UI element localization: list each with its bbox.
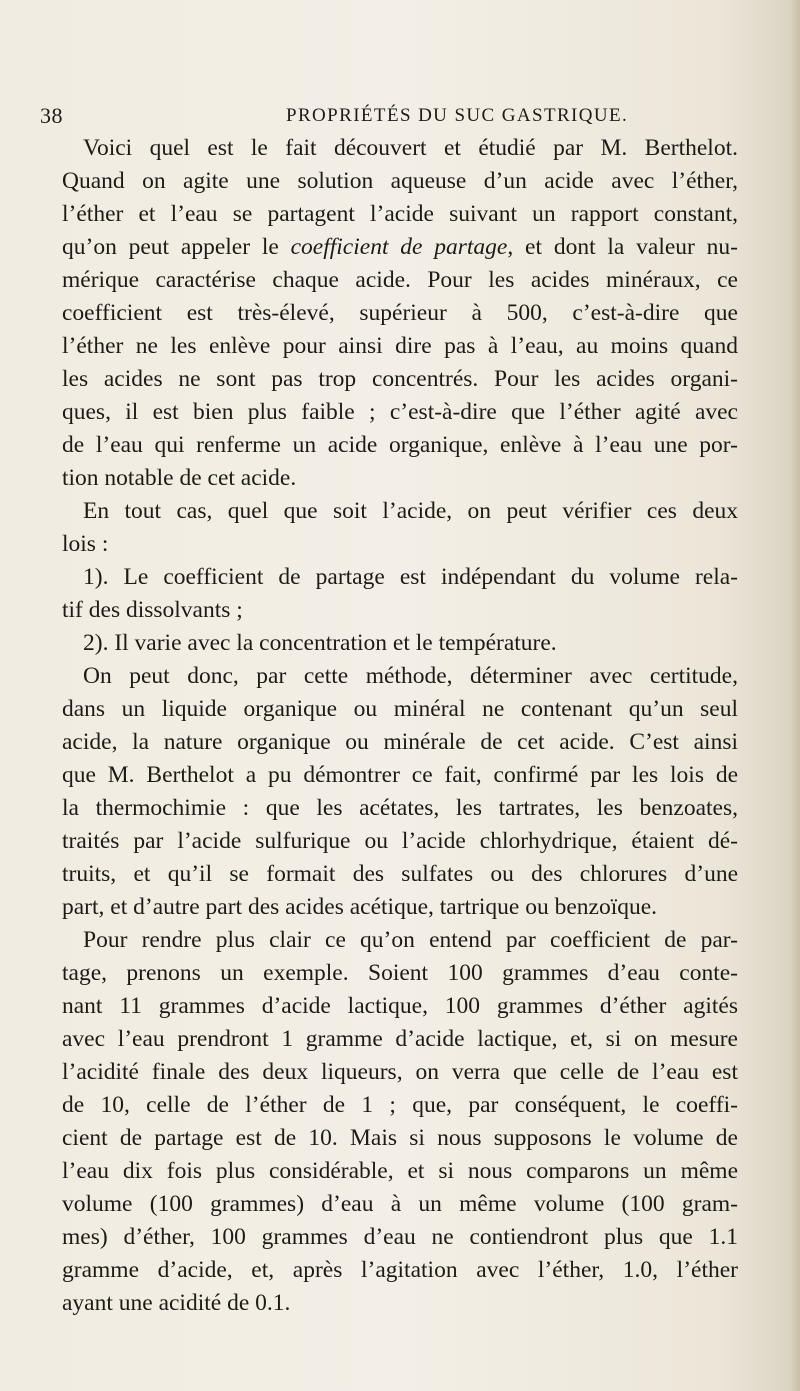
text-line bbox=[62, 132, 738, 165]
text-line-content: tage, prenons un exemple. Soient 100 grammes d’eau conte- bbox=[62, 960, 738, 986]
text-line-content: nant 11 grammes d’acide lactique, 100 grammes d’éther agités bbox=[62, 993, 738, 1019]
text-line bbox=[62, 264, 738, 297]
page-edge-shadow bbox=[790, 0, 800, 1391]
text-line-content: acide, la nature organique ou minérale de cet acide. C’est ainsi bbox=[62, 729, 738, 755]
text-line-content: ques, il est bien plus faible ; c’est-à-dire que l’éther agité avec bbox=[62, 399, 738, 425]
text-line bbox=[62, 1056, 738, 1089]
running-header bbox=[40, 103, 740, 133]
text-line bbox=[62, 1188, 738, 1221]
text-line-content: de l’eau qui renferme un acide organique, enlève à l’eau une por- bbox=[62, 432, 738, 458]
text-line bbox=[62, 396, 738, 429]
text-line-content: part, et d’autre part des acides acétique, tartrique ou benzoïque. bbox=[62, 894, 658, 920]
text-line bbox=[62, 693, 738, 726]
text-line bbox=[62, 594, 738, 627]
text-line bbox=[62, 858, 738, 891]
text-line-content: l’éther et l’eau se partagent l’acide suivant un rapport constant, bbox=[62, 201, 738, 227]
text-line-content: tif des dissolvants ; bbox=[62, 597, 243, 623]
text-line bbox=[62, 297, 738, 330]
text-line-content: qu’on peut appeler le bbox=[62, 234, 291, 260]
text-line-content: traités par l’acide sulfurique ou l’acide chlorhydrique, étaient dé- bbox=[62, 828, 738, 854]
text-line bbox=[62, 198, 738, 231]
text-line bbox=[62, 429, 738, 462]
text-line-content: mes) d’éther, 100 grammes d’eau ne contiendront plus que 1.1 bbox=[62, 1224, 738, 1250]
text-line-content: avec l’eau prendront 1 gramme d’acide lactique, et, si on mesure bbox=[62, 1026, 738, 1052]
text-line-content: l’eau dix fois plus considérable, et si nous comparons un même bbox=[62, 1158, 738, 1184]
text-line bbox=[62, 1221, 738, 1254]
text-line bbox=[62, 231, 738, 264]
text-line-content: l’acidité finale des deux liqueurs, on verra que celle de l’eau est bbox=[62, 1059, 738, 1085]
italic-term: coefficient de partage bbox=[290, 234, 508, 260]
text-line bbox=[62, 1254, 738, 1287]
text-line-content: On peut donc, par cette méthode, déterminer avec certitude, bbox=[83, 663, 738, 689]
text-line bbox=[62, 660, 738, 693]
text-line bbox=[62, 1023, 738, 1056]
text-line bbox=[62, 990, 738, 1023]
text-line bbox=[62, 1155, 738, 1188]
page-number: 38 bbox=[40, 103, 63, 128]
text-line-content: Voici quel est le fait découvert et étudié par M. Berthelot. bbox=[83, 135, 738, 161]
running-title: PROPRIÉTÉS DU SUC GASTRIQUE. bbox=[286, 105, 629, 126]
text-line-content: tion notable de cet acide. bbox=[62, 465, 297, 491]
text-line-content: de 10, celle de l’éther de 1 ; que, par conséquent, le coeffi- bbox=[62, 1092, 738, 1118]
text-line-content: ayant une acidité de 0.1. bbox=[62, 1290, 291, 1316]
text-line-content: les acides ne sont pas trop concentrés. Pour les acides organi- bbox=[62, 366, 738, 392]
text-line bbox=[62, 1287, 738, 1320]
text-line bbox=[62, 627, 738, 660]
text-line-content: que M. Berthelot a pu démontrer ce fait, confirmé par les lois de bbox=[62, 762, 738, 788]
text-line bbox=[62, 726, 738, 759]
text-line bbox=[62, 759, 738, 792]
text-line-continuation: , et dont la valeur nu- bbox=[507, 234, 739, 260]
text-line bbox=[62, 561, 738, 594]
text-line-content: la thermochimie : que les acétates, les tartrates, les benzoates, bbox=[62, 795, 738, 821]
text-line-content: 2). Il varie avec la concentration et le température. bbox=[83, 630, 557, 656]
text-line bbox=[62, 1089, 738, 1122]
text-line-content: dans un liquide organique ou minéral ne contenant qu’un seul bbox=[62, 696, 738, 722]
text-line-content: Pour rendre plus clair ce qu’on entend par coefficient de par- bbox=[83, 927, 738, 953]
text-line-content: cient de partage est de 10. Mais si nous supposons le volume de bbox=[62, 1125, 738, 1151]
text-line-content: En tout cas, quel que soit l’acide, on peut vérifier ces deux bbox=[83, 498, 738, 524]
text-line-content: 1). Le coefficient de partage est indépendant du volume rela- bbox=[83, 564, 738, 590]
text-line bbox=[62, 462, 738, 495]
text-line bbox=[62, 825, 738, 858]
text-line-content: gramme d’acide, et, après l’agitation avec l’éther, 1.0, l’éther bbox=[62, 1257, 738, 1283]
body-text bbox=[62, 132, 738, 1320]
text-line bbox=[62, 957, 738, 990]
text-line bbox=[62, 330, 738, 363]
text-line bbox=[62, 495, 738, 528]
text-line-content: coefficient est très-élevé, supérieur à 500, c’est-à-dire que bbox=[62, 300, 738, 326]
text-line-content: volume (100 grammes) d’eau à un même volume (100 gram- bbox=[62, 1191, 738, 1217]
text-line-content: mérique caractérise chaque acide. Pour les acides minéraux, ce bbox=[62, 267, 738, 293]
text-line bbox=[62, 165, 738, 198]
text-line bbox=[62, 792, 738, 825]
text-line bbox=[62, 924, 738, 957]
text-line bbox=[62, 891, 738, 924]
text-line-content: lois : bbox=[62, 531, 109, 557]
text-line bbox=[62, 363, 738, 396]
text-line bbox=[62, 1122, 738, 1155]
text-line bbox=[62, 528, 738, 561]
text-line-content: l’éther ne les enlève pour ainsi dire pas à l’eau, au moins quand bbox=[62, 333, 738, 359]
text-line-content: truits, et qu’il se formait des sulfates ou des chlorures d’une bbox=[62, 861, 738, 887]
text-line-content: Quand on agite une solution aqueuse d’un acide avec l’éther, bbox=[62, 168, 738, 194]
